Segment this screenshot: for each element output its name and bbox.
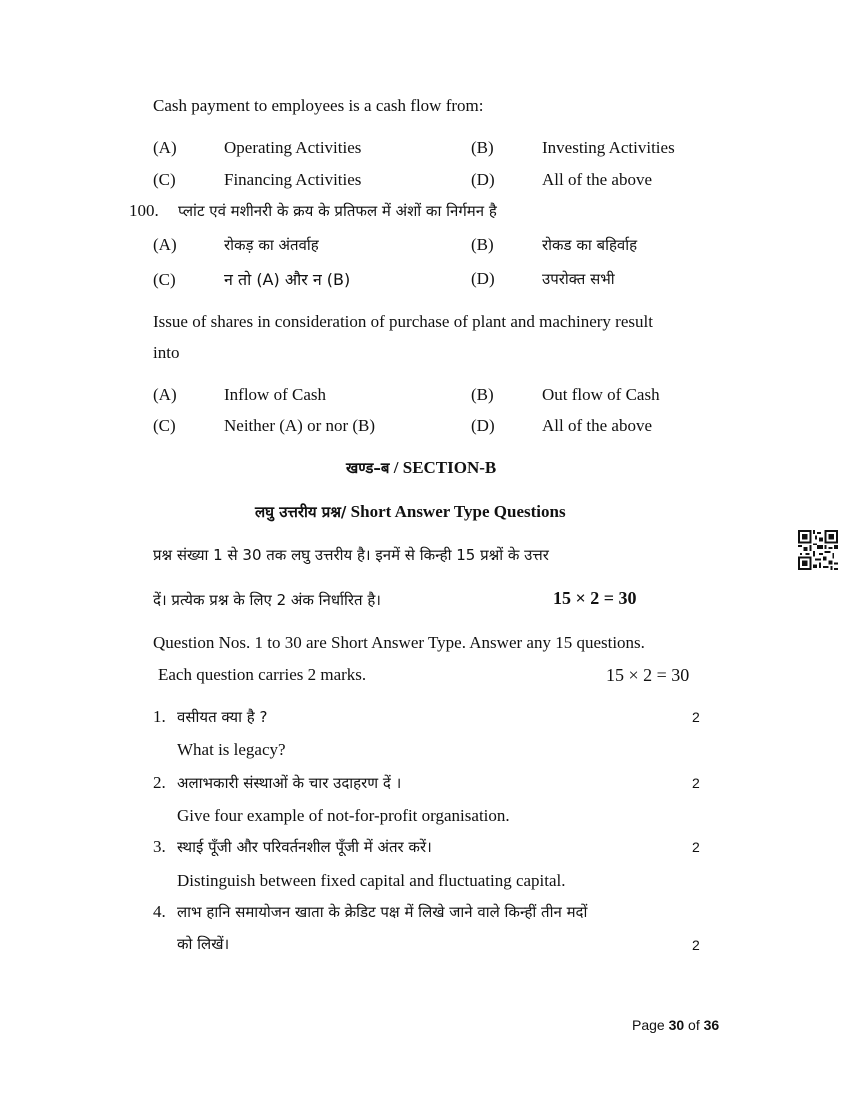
q100-hi-opt-d: उपरोक्त सभी [542,270,615,288]
q2-text-hi: अलाभकारी संस्थाओं के चार उदाहरण दें । [177,774,402,792]
section-sub-hi: लघु उत्तरीय प्रश्न/ [255,503,347,521]
q1-marks: 2 [692,709,700,725]
section-sub-en: Short Answer Type Questions [346,502,566,521]
page-of: of [684,1017,704,1033]
q100-number: 100. [129,201,159,220]
page-prefix: Page [632,1017,669,1033]
q100-hi-opt-d-key: (D) [471,269,495,288]
q99-opt-c-key: (C) [153,170,176,189]
q3-text-hi: स्थाई पूँजी और परिवर्तनशील पूँजी में अंतर करें। [177,838,432,856]
q100-hi-opt-b-key: (B) [471,235,494,254]
q100-hi-opt-b: रोकड का बहिर्वाह [542,236,638,254]
q2-text-en: Give four example of not-for-profit organisation. [177,806,510,825]
q99-opt-d-key: (D) [471,170,495,189]
instr-hi-line1: प्रश्न संख्या 1 से 30 तक लघु उत्तरीय है। इनमें से किन्ही 15 प्रश्नों के उत्तर [153,546,549,564]
page-total: 36 [703,1017,720,1033]
q100-en-opt-c-key: (C) [153,416,176,435]
section-heading-hi: खण्ड–ब [346,459,390,477]
q100-en-opt-a-key: (A) [153,385,177,404]
q100-en-opt-a: Inflow of Cash [224,385,326,404]
q4-text-hi-line2: को लिखें। [177,935,230,953]
q99-opt-a: Operating Activities [224,138,362,157]
q100-text-hi: प्लांट एवं मशीनरी के क्रय के प्रतिफल में अंशों का निर्गमन है [178,202,497,220]
q3-text-en: Distinguish between fixed capital and fluctuating capital. [177,871,566,890]
q99-text: Cash payment to employees is a cash flow from: [153,96,484,115]
q4-number: 4. [153,902,166,921]
q100-en-opt-d-key: (D) [471,416,495,435]
marks-formula-en: 15 × 2 = 30 [606,665,690,685]
q99-opt-d: All of the above [542,170,652,189]
q99-opt-c: Financing Activities [224,170,362,189]
q4-marks: 2 [692,937,700,953]
q100-hi-opt-c: न तो (A) और न (B) [224,270,351,289]
q1-number: 1. [153,707,166,726]
instr-hi-line2: दें। प्रत्येक प्रश्न के लिए 2 अंक निर्धारित है। [153,591,381,609]
instr-en-line1: Question Nos. 1 to 30 are Short Answer Type. Answer any 15 questions. [153,633,645,652]
page-number [632,1017,719,1033]
q100-en-opt-b: Out flow of Cash [542,385,660,404]
instr-en-line2: Each question carries 2 marks. [158,665,367,684]
q100-hi-opt-a: रोकड़ का अंतर्वाह [224,236,319,254]
section-heading [346,458,496,478]
q100-hi-opt-c-key: (C) [153,270,176,289]
page-current: 30 [668,1017,685,1033]
q3-number: 3. [153,837,166,856]
section-subheading [255,502,566,522]
q99-opt-a-key: (A) [153,138,177,157]
marks-formula-hi: 15 × 2 = 30 [553,588,637,608]
q2-marks: 2 [692,775,700,791]
section-heading-sep: / [389,458,403,477]
q99-opt-b-key: (B) [471,138,494,157]
q100-en-opt-b-key: (B) [471,385,494,404]
qr-code-icon [798,530,838,570]
q4-text-hi-line1: लाभ हानि समायोजन खाता के क्रेडिट पक्ष में लिखे जाने वाले किन्हीं तीन मदों [177,903,588,921]
q100-en-opt-d: All of the above [542,416,652,435]
q100-text-en-line1: Issue of shares in consideration of purchase of plant and machinery result [153,312,653,331]
q100-hi-opt-a-key: (A) [153,235,177,254]
q3-marks: 2 [692,839,700,855]
q100-en-opt-c: Neither (A) or nor (B) [224,416,376,435]
q1-text-en: What is legacy? [177,740,286,759]
q99-opt-b: Investing Activities [542,138,675,157]
q100-text-en-line2: into [153,343,180,362]
q2-number: 2. [153,773,166,792]
q1-text-hi: वसीयत क्या है ? [177,708,268,726]
section-heading-en: SECTION-B [402,458,497,477]
